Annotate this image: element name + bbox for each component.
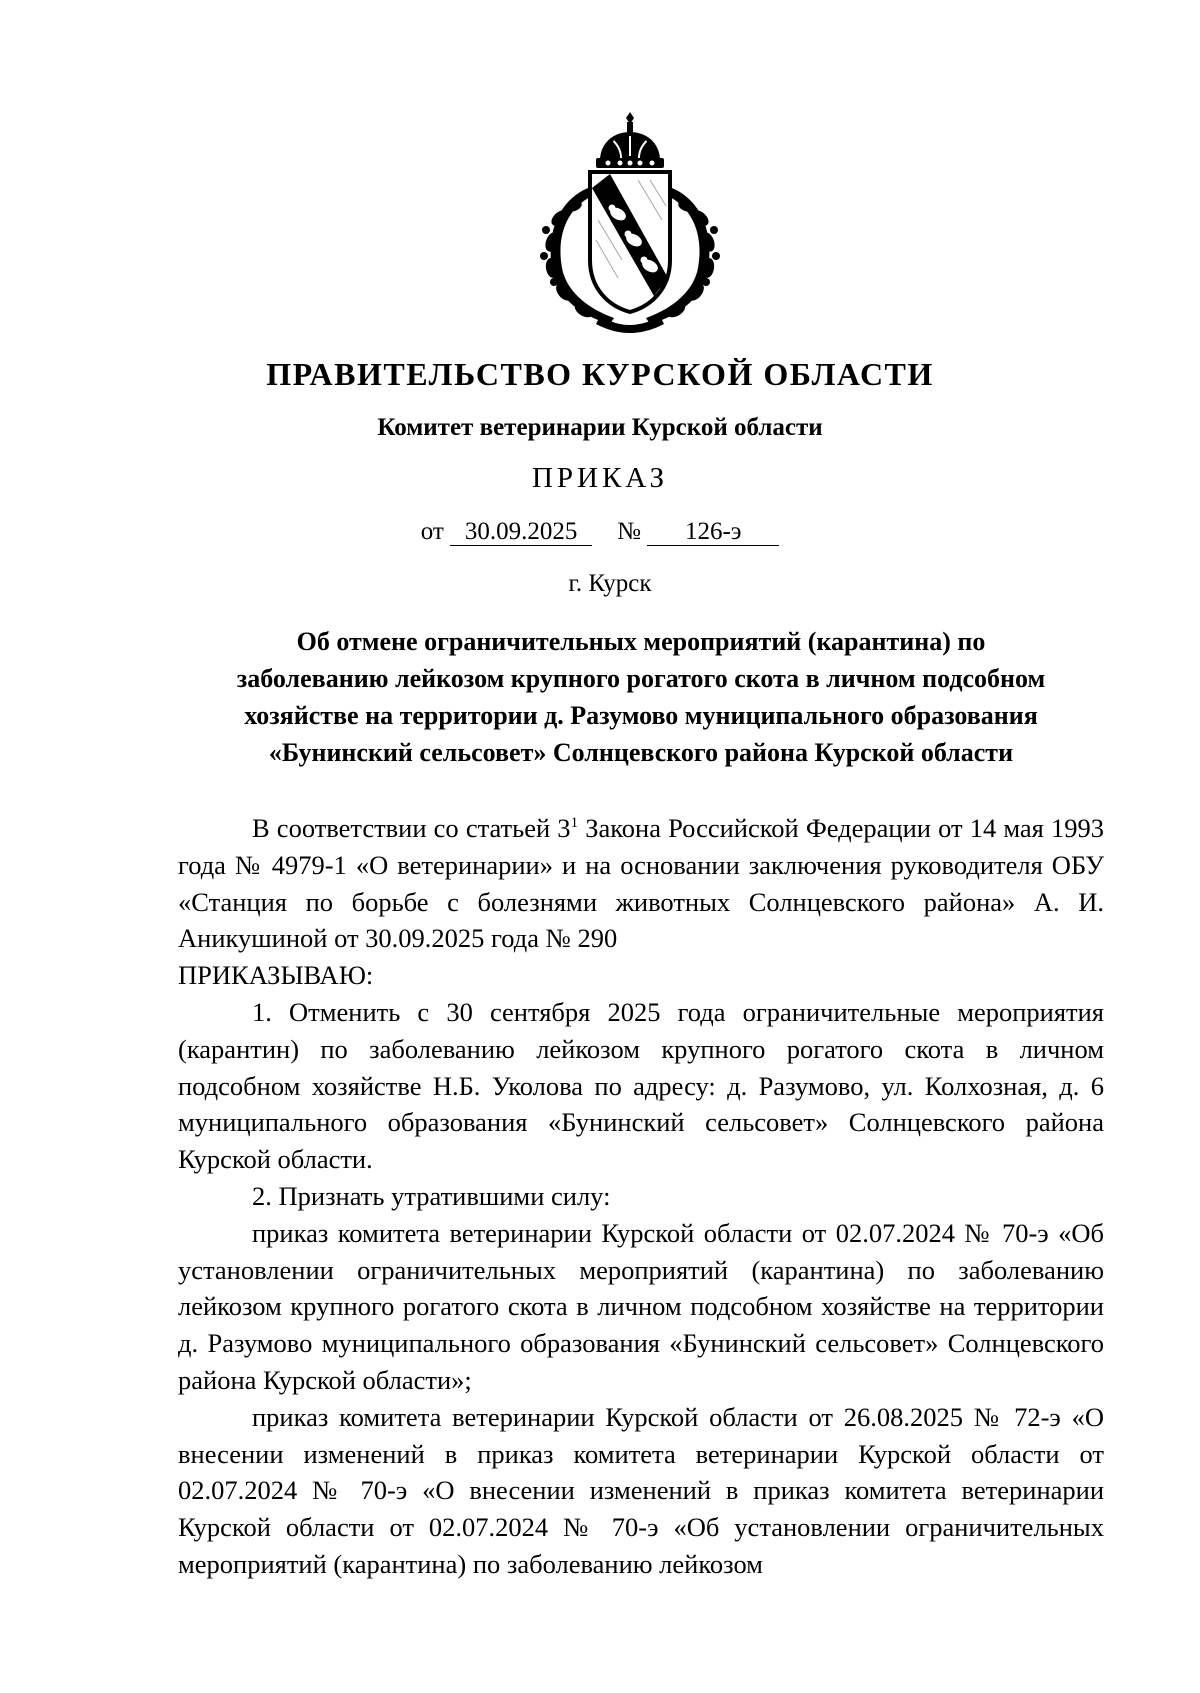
intro-text-continued: Закона Российской Федерации от 14 мая 1993 года № 4979-1 «О ветеринарии» и на основании заключения руководителя ОБУ «Станция по борьбе с болезнями животных Солнцевского района» А. И. Аникушиной от 30.09.2025 года № 290: [178, 813, 1105, 954]
committee-name: Комитет ветеринарии Курской области: [377, 414, 823, 441]
order-command: ПРИКАЗЫВАЮ:: [178, 960, 374, 991]
order-date: [450, 519, 592, 546]
order-date-number: [0, 518, 1200, 546]
subject-line: заболеванию лейкозом крупного рогатого скота в личном подсобном: [236, 664, 1046, 693]
intro-paragraph: [178, 810, 1104, 957]
kursk-coat-of-arms-icon: [530, 110, 730, 335]
article-superscript: 1: [570, 815, 579, 831]
order-body: [178, 810, 1104, 1583]
subject-line: хозяйстве на территории д. Разумово муниципального образования: [244, 701, 1038, 730]
order-subject: [178, 623, 1104, 771]
subject-line: «Бунинский сельсовет» Солнцевского района Курской области: [268, 738, 1014, 767]
intro-text: В соответствии со статьей 3: [252, 813, 571, 843]
order-date-value: 30.09.2025: [464, 518, 578, 545]
subject-line: Об отмене ограничительных мероприятий (карантина) по: [296, 627, 986, 656]
order-number-value: 126-э: [684, 518, 742, 545]
item-2: 2. Признать утратившими силу:: [252, 1180, 611, 1211]
item-2-a: приказ комитета ветеринарии Курской области от 02.07.2024 № 70-э «Об установлении ограничительных мероприятий (карантина) по заболеванию лейкозом крупного рогатого скота в личном подсобном хозяйстве на территории д. Разумово муниципального образования «Бунинский сельсовет» Солнцевского района Курской области»;: [178, 1217, 1104, 1395]
item-2-b: приказ комитета ветеринарии Курской области от 26.08.2025 № 72-э «О внесении изменений в приказ комитета ветеринарии Курской области от 02.07.2024 № 70-э «О внесении изменений в приказ комитета ветеринарии Курской области от 02.07.2024 № 70-э «Об установлении ограничительных мероприятий (карантина) по заболеванию лейкозом: [178, 1401, 1104, 1579]
order-number: [647, 519, 779, 546]
date-prefix: от: [420, 518, 444, 545]
city: г. Курск: [568, 570, 652, 597]
government-title: ПРАВИТЕЛЬСТВО КУРСКОЙ ОБЛАСТИ: [266, 356, 934, 392]
document-type: ПРИКАЗ: [531, 462, 669, 494]
number-sign: №: [617, 518, 641, 545]
item-1: 1. Отменить с 30 сентября 2025 года ограничительные мероприятия (карантин) по заболеванию лейкозом крупного рогатого скота в личном подсобном хозяйстве Н.Б. Уколова по адресу: д. Разумово, ул. Колхозная, д. 6 муниципального образования «Бунинский сельсовет» Солнцевского района Курской области.: [178, 996, 1104, 1175]
